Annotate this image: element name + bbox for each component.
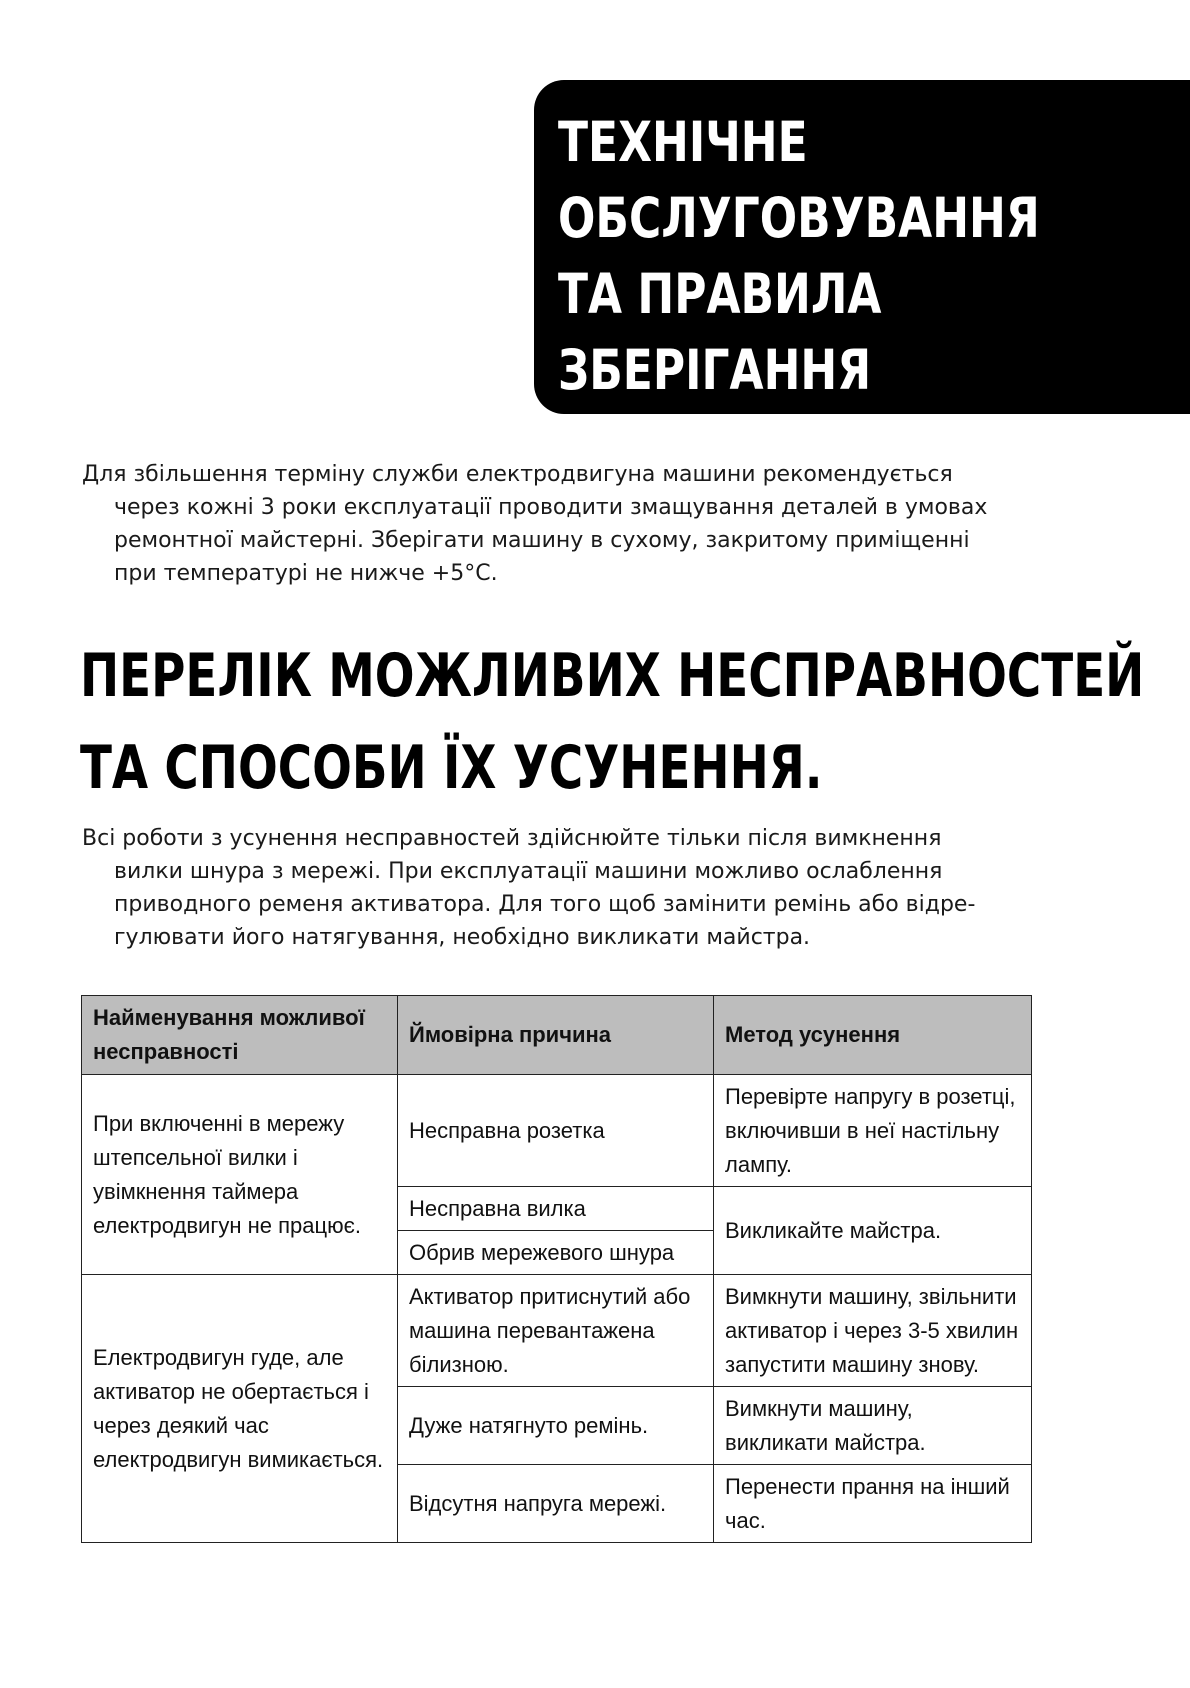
intro-paragraph xyxy=(82,458,1042,590)
cause-cell: Дуже натягнуто ремінь. xyxy=(398,1387,714,1465)
header-cause: Ймовірна причина xyxy=(398,996,714,1075)
fault-cell: Електродвигун гуде, але активатор не обертається і через деякий час електродвигун вимикається. xyxy=(82,1275,398,1543)
cause-cell: Несправна розетка xyxy=(398,1075,714,1187)
remedy-cell: Вимкнути машину, викликати майстра. xyxy=(714,1387,1032,1465)
title-line: ТЕХНІЧНЕ xyxy=(558,110,808,174)
heading-line: ТА СПОСОБИ ЇХ УСУНЕННЯ. xyxy=(80,733,823,803)
faults-table xyxy=(81,995,1032,1543)
paragraph-line: при температурі не нижче +5°С. xyxy=(114,561,498,586)
header-remedy: Метод усунення xyxy=(714,996,1032,1075)
paragraph-line: Всі роботи з усунення несправностей здійснюйте тільки після вимкнення xyxy=(82,826,942,851)
heading-line: ПЕРЕЛІК МОЖЛИВИХ НЕСПРАВНОСТЕЙ xyxy=(80,641,1145,711)
table-header-row xyxy=(82,996,1032,1075)
remedy-cell: Викликайте майстра. xyxy=(714,1187,1032,1275)
fault-cell: При включенні в мережу штепсельної вилки і увімкнення таймера електродвигун не працює. xyxy=(82,1075,398,1275)
faults-paragraph xyxy=(82,822,1042,954)
title-line: ТА ПРАВИЛА xyxy=(558,262,882,326)
paragraph-line: гулювати його натягування, необхідно викликати майстра. xyxy=(114,925,811,950)
remedy-cell: Вимкнути машину, звільнити активатор і через 3-5 хвилин запустити машину знову. xyxy=(714,1275,1032,1387)
table-row xyxy=(82,1075,1032,1187)
title-line: ОБСЛУГОВУВАННЯ xyxy=(558,186,1040,250)
cause-cell: Обрив мережевого шнура xyxy=(398,1231,714,1275)
paragraph-line: через кожні 3 роки експлуатації проводити змащування деталей в умовах xyxy=(114,495,988,520)
paragraph-line: вилки шнура з мережі. При експлуатації машини можливо ослаблення xyxy=(114,859,943,884)
cause-cell: Несправна вилка xyxy=(398,1187,714,1231)
section-title-banner xyxy=(534,80,1190,414)
title-line: ЗБЕРІГАННЯ xyxy=(558,338,872,402)
cause-cell: Відсутня напруга мережі. xyxy=(398,1465,714,1543)
faults-heading xyxy=(80,630,1190,814)
paragraph-line: ремонтної майстерні. Зберігати машину в сухому, закритому приміщенні xyxy=(114,528,970,553)
paragraph-line: приводного ременя активатора. Для того щоб замінити ремінь або відре- xyxy=(114,892,976,917)
header-fault: Найменування можливої несправності xyxy=(82,996,398,1075)
cause-cell: Активатор притиснутий або машина перевантажена білизною. xyxy=(398,1275,714,1387)
table-row xyxy=(82,1275,1032,1387)
remedy-cell: Перевірте напругу в розетці, включивши в неї настільну лампу. xyxy=(714,1075,1032,1187)
paragraph-line: Для збільшення терміну служби електродвигуна машини рекомендується xyxy=(82,462,953,487)
remedy-cell: Перенести прання на інший час. xyxy=(714,1465,1032,1543)
